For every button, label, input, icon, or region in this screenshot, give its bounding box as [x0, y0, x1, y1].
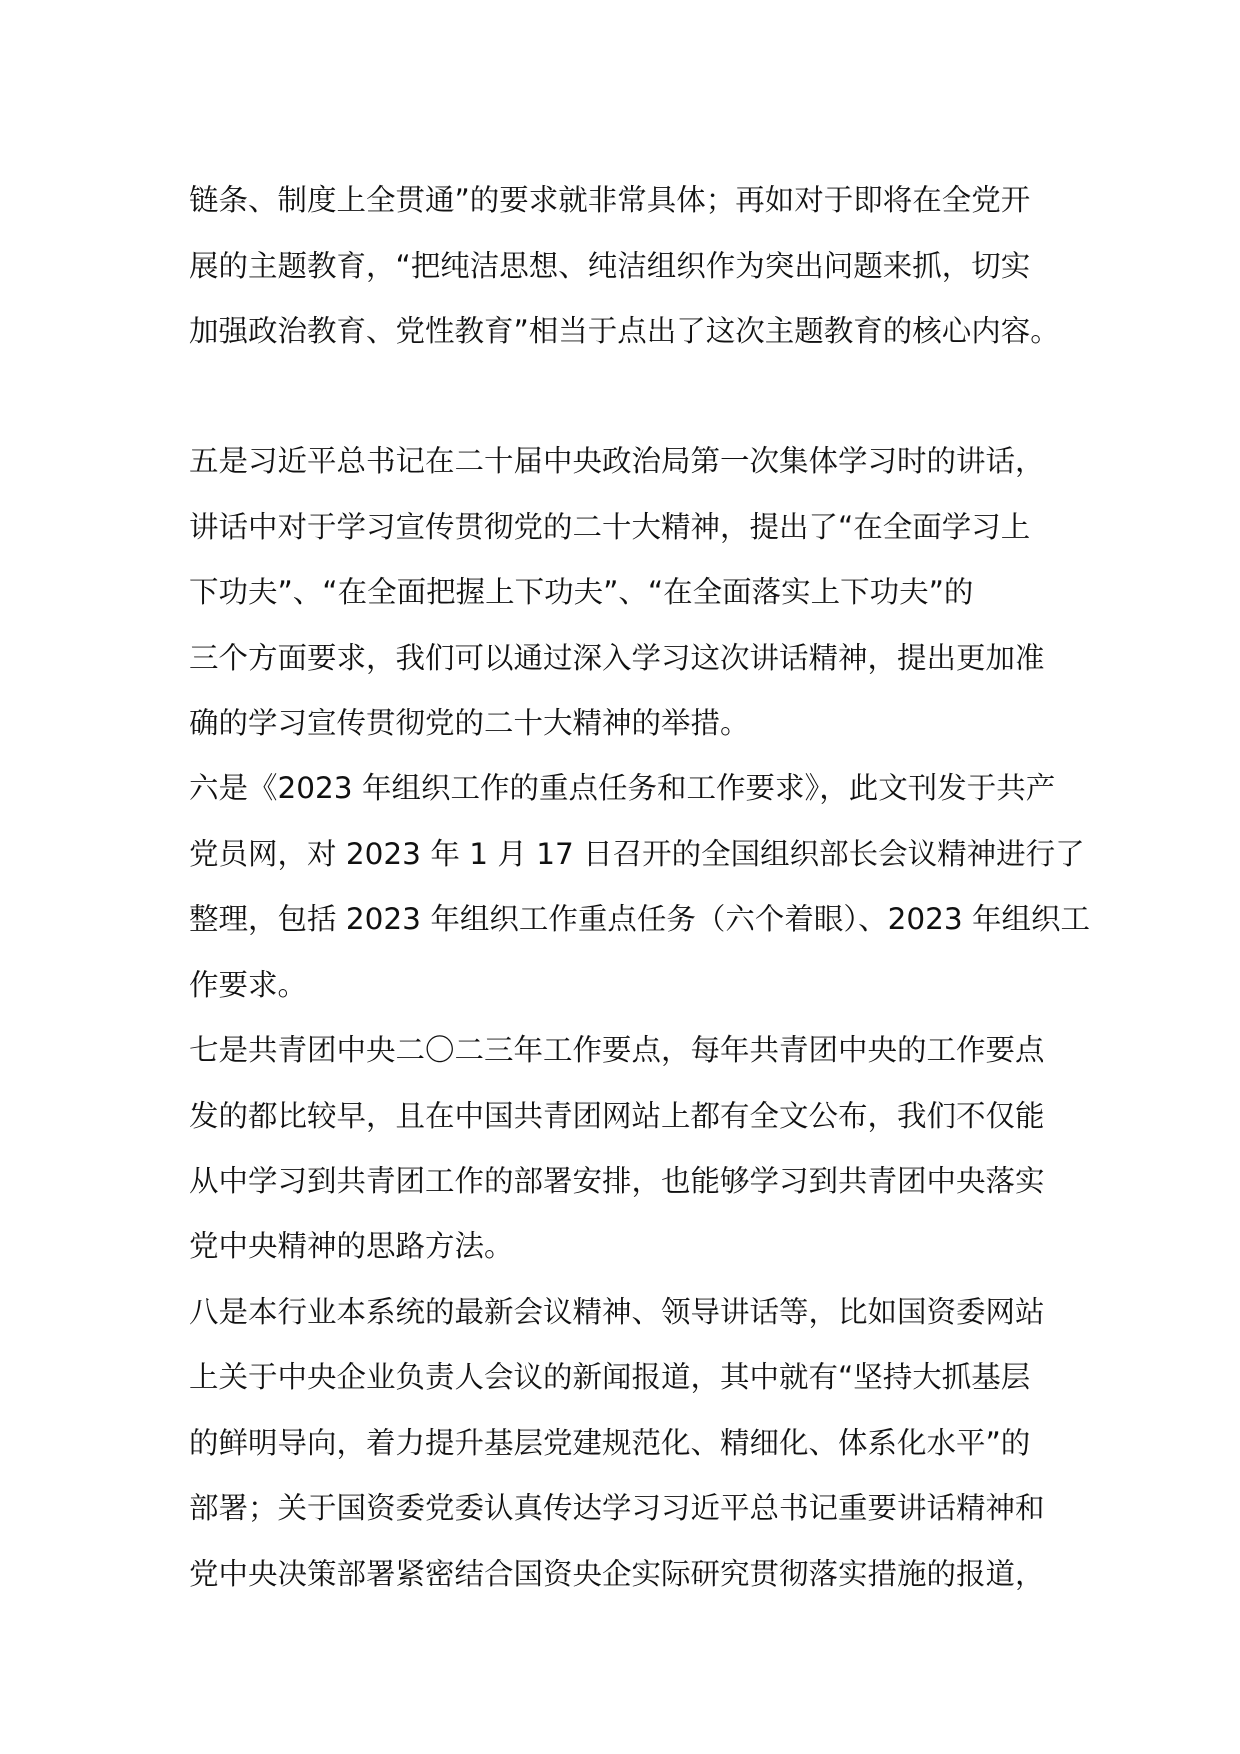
- text-line: 八是本行业本系统的最新会议精神、领导讲话等，比如国资委网站: [189, 1295, 1045, 1329]
- text-line: 发的都比较早，且在中国共青团网站上都有全文公布，我们不仅能: [189, 1099, 1045, 1133]
- text-line: 上关于中央企业负责人会议的新闻报道，其中就有“坚持大抓基层: [189, 1360, 1031, 1394]
- text-line: 六是《2023 年组织工作的重点任务和工作要求》，此文刊发于共产: [189, 771, 1056, 805]
- text-line: 部署；关于国资委党委认真传达学习习近平总书记重要讲话精神和: [189, 1491, 1045, 1525]
- text-line: 五是习近平总书记在二十届中央政治局第一次集体学习时的讲话，: [189, 444, 1045, 478]
- text-line: 整理，包括 2023 年组织工作重点任务（六个着眼）、2023 年组织工: [189, 902, 1091, 936]
- text-line: 展的主题教育，“把纯洁思想、纯洁组织作为突出问题来抓，切实: [189, 249, 1031, 283]
- text-line: 三个方面要求，我们可以通过深入学习这次讲话精神，提出更加准: [189, 641, 1045, 675]
- text-line: 链条、制度上全贯通”的要求就非常具体；再如对于即将在全党开: [189, 183, 1031, 217]
- text-line: 确的学习宣传贯彻党的二十大精神的举措。: [189, 706, 750, 740]
- text-line: 从中学习到共青团工作的部署安排，也能够学习到共青团中央落实: [189, 1164, 1045, 1198]
- text-line: 作要求。: [189, 968, 308, 1002]
- text-line: 党员网，对 2023 年 1 月 17 日召开的全国组织部长会议精神进行了: [189, 837, 1085, 871]
- text-line: 党中央精神的思路方法。: [189, 1229, 514, 1263]
- text-line: 七是共青团中央二〇二三年工作要点，每年共青团中央的工作要点: [189, 1033, 1045, 1067]
- text-line: 的鲜明导向，着力提升基层党建规范化、精细化、体系化水平”的: [189, 1426, 1031, 1460]
- text-line: 党中央决策部署紧密结合国资央企实际研究贯彻落实措施的报道，: [189, 1557, 1045, 1591]
- text-line: 下功夫”、“在全面把握上下功夫”、“在全面落实上下功夫”的: [189, 575, 974, 609]
- text-line: 讲话中对于学习宣传贯彻党的二十大精神，提出了“在全面学习上: [189, 510, 1031, 544]
- text-line: 加强政治教育、党性教育”相当于点出了这次主题教育的核心内容。: [189, 314, 1060, 348]
